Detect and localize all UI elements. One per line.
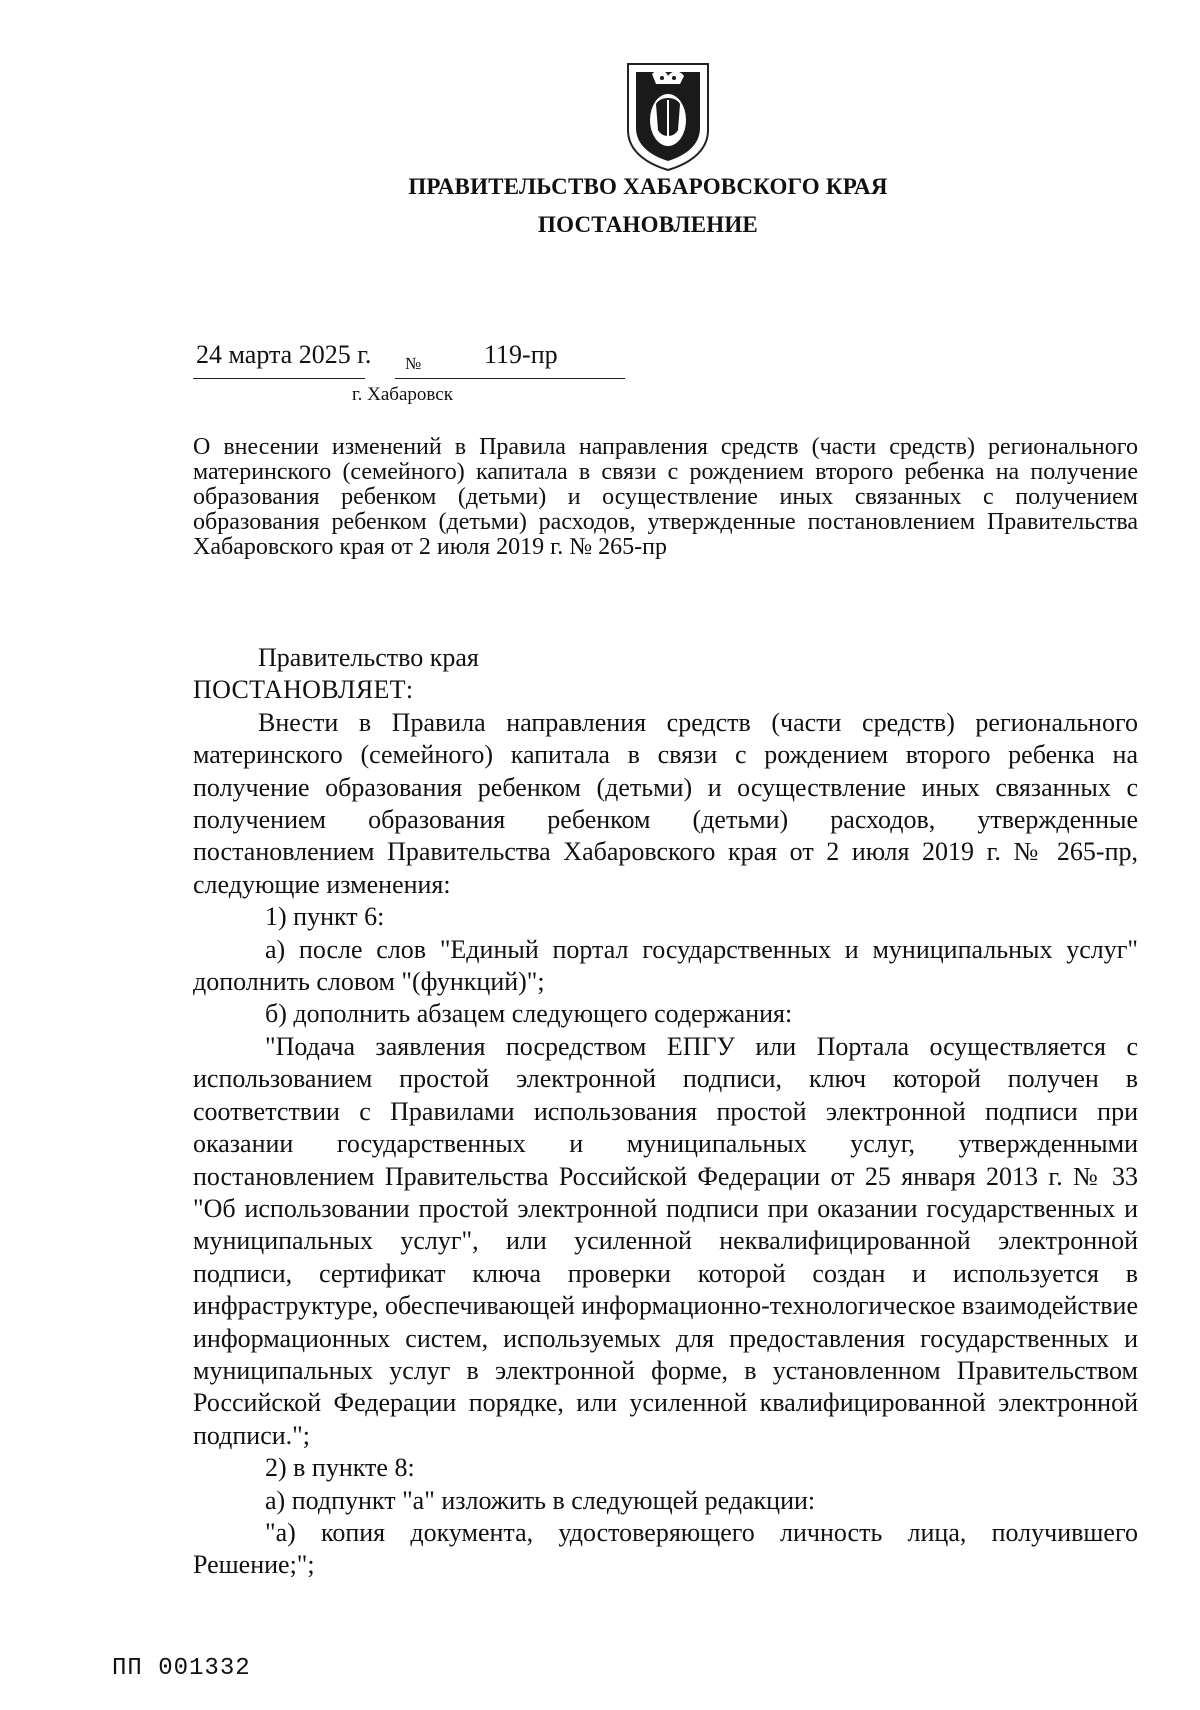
paragraph: Внести в Правила направления средств (части средств) регионального материнского (семейного) капитала в связи с рождением второго ребенка на получение образования ребенком (детьми) и осуществление иных связанных с получением образования ребенком (детьми) расходов, утвержденные постановлением Правительства Хабаровского края от 2 июля 2019 г. № 265-пр, следующие изменения:	[193, 707, 1138, 899]
paragraph: "а) копия документа, удостоверяющего личность лица, получившего Решение;";	[193, 1517, 1138, 1580]
paragraph: 2) в пункте 8:	[265, 1453, 415, 1483]
coat-of-arms-icon	[622, 60, 714, 172]
document-body	[193, 642, 1138, 1582]
number-underline	[395, 378, 625, 379]
form-code: ПП 001332	[112, 1655, 251, 1682]
intro-line: Правительство края	[258, 643, 479, 672]
paragraph: "Подача заявления посредством ЕПГУ или Портала осуществляется с использованием простой электронной подписи, ключ которой получен в соответствии с Правилами использования простой электронной подписи при оказании государственных и муниципальных услуг, утвержденными постановлением Правительства Российской Федерации от 25 января 2013 г. № 33 "Об использовании простой электронной подписи при оказании государственных и муниципальных услуг", или усиленной неквалифицированной электронной подписи, сертификат ключа проверки которой создан и используется в инфраструктуре, обеспечивающей информационно-технологическое взаимодействие информационных систем, используемых для предоставления государственных и муниципальных услуг в электронной форме, в установленном Правительством Российской Федерации порядке, или усиленной квалифицированной электронной подписи.";	[193, 1031, 1138, 1450]
paragraph: 1) пункт 6:	[265, 902, 385, 932]
paragraph: б) дополнить абзацем следующего содержания:	[265, 999, 793, 1029]
decree-label: ПОСТАНОВЛЯЕТ:	[193, 675, 414, 705]
document-number: 119-пр	[484, 340, 558, 369]
paragraph: а) подпункт "а" изложить в следующей редакции:	[265, 1485, 816, 1515]
document-type: ПОСТАНОВЛЕНИЕ	[538, 212, 758, 237]
document-subject: О внесении изменений в Правила направления средств (части средств) регионального материнского (семейного) капитала в связи с рождением второго ребенка на получение образования ребенком (детьми) и осуществление иных связанных с получением образования ребенком (детьми) расходов, утвержденные постановлением Правительства Хабаровского края от 2 июля 2019 г. № 265-пр	[193, 434, 1138, 560]
date-underline	[193, 378, 365, 379]
paragraph: а) после слов "Единый портал государственных и муниципальных услуг" дополнить словом "(функций)";	[193, 934, 1138, 997]
city: г. Хабаровск	[352, 384, 453, 405]
document-date: 24 марта 2025 г.	[196, 340, 372, 369]
number-sign: №	[405, 354, 422, 373]
government-title: ПРАВИТЕЛЬСТВО ХАБАРОВСКОГО КРАЯ	[408, 174, 888, 199]
